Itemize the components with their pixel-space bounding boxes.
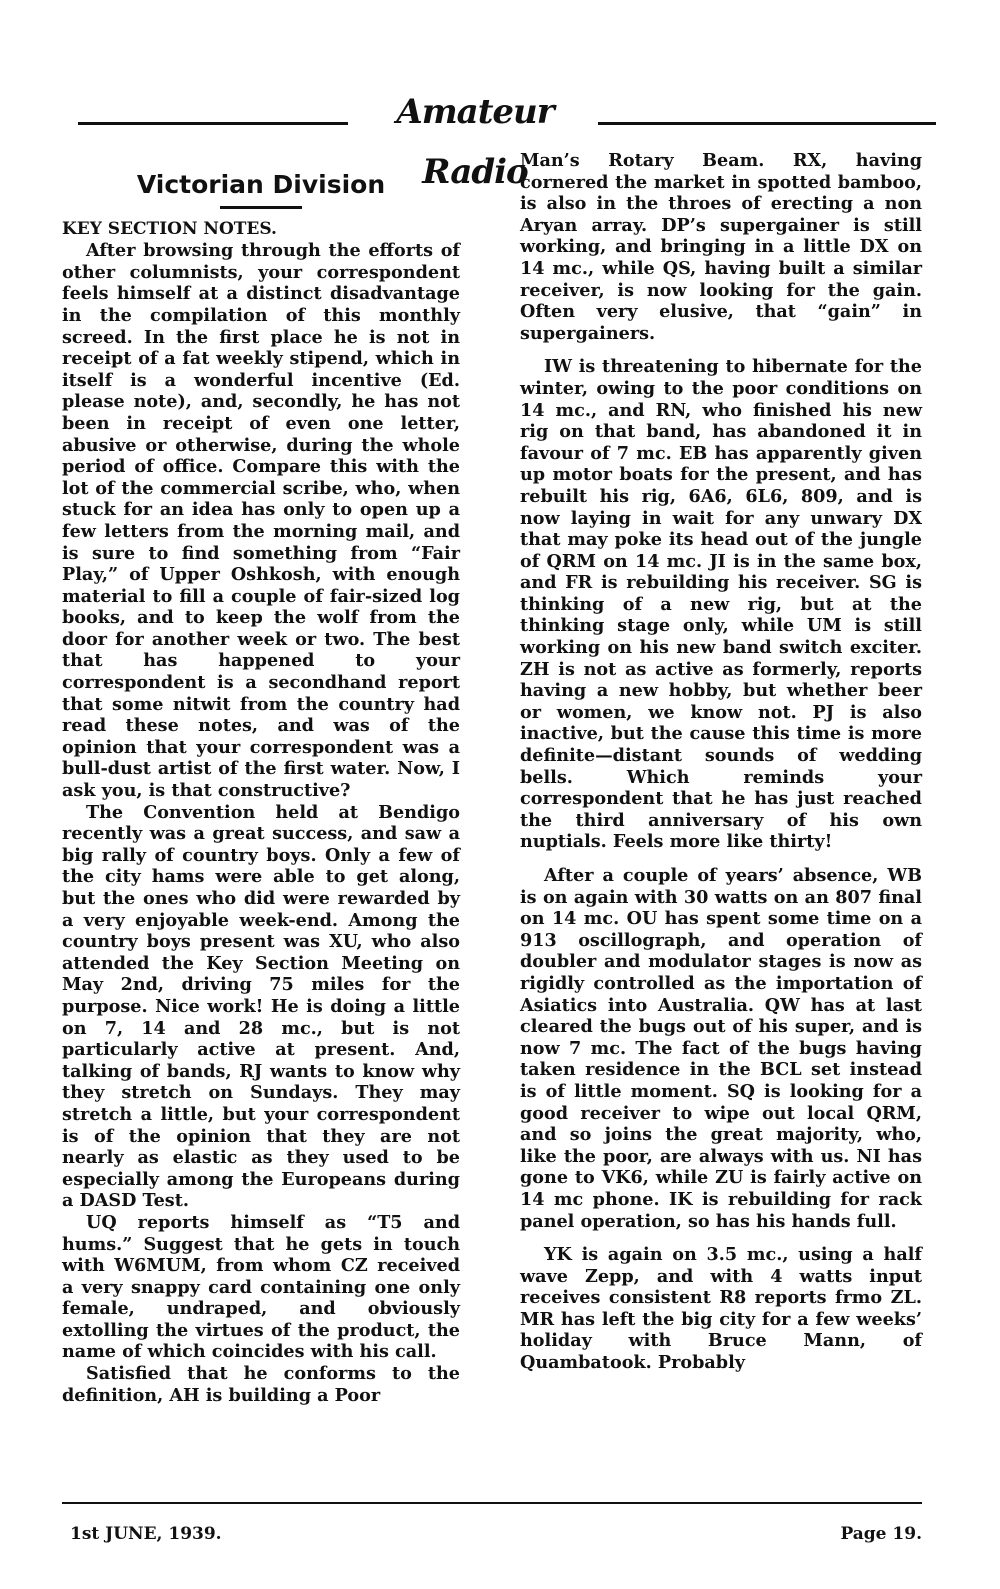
division-title: Victorian Division [136,170,386,199]
section-heading: KEY SECTION NOTES. [62,218,277,239]
masthead-rule-left [78,122,348,125]
paragraph: After a couple of years’ absence, WB is on again with 30 watts on an 807 final on 14 mc. OU has spent some time on a 913 oscillograph, and operation of doubler and modulator stages is now as rigidly controlled as the importation of Asiatics into Australia. QW has at last cleared the bugs out of his super, and is now 7 mc. The fact of the bugs having taken residence in the BCL set instead is of little moment. SQ is looking for a good receiver to wipe out local QRM, and so joins the great majority, who, like the poor, are always with us. NI has gone to VK6, while ZU is fairly active on 14 mc phone. IK is rebuilding for rack panel operation, so has his hands full. [520,865,922,1232]
masthead-rule-right [598,122,936,125]
paragraph: UQ reports himself as “T5 and hums.” Suggest that he gets in touch with W6MUM, from whom CZ received a very snappy card containing one only female, undraped, and obviously extolling the virtues of the product, the name of which coincides with his call. [62,1211,460,1363]
footer-rule [62,1502,922,1504]
paragraph: YK is again on 3.5 mc., using a half wave Zepp, and with 4 watts input receives consistent R8 reports frmo ZL. MR has left the big city for a few weeks’ holiday with Bruce Mann, of Quambatook. Probably [520,1244,922,1374]
paragraph: IW is threatening to hibernate for the winter, owing to the poor conditions on 14 mc., and RN, who finished his new rig on that band, has abandoned it in favour of 7 mc. EB has apparently given up motor boats for the present, and has rebuilt his rig, 6A6, 6L6, 809, and is now laying in wait for any unwary DX that may poke its head out of the jungle of QRM on 14 mc. JI is in the same box, and FR is rebuilding his receiver. SG is thinking of a new rig, but at the thinking stage only, while UM is still working on his new band switch exciter. ZH is not as active as formerly, reports having a new hobby, but whether beer or women, we know not. PJ is also inactive, but the cause this time is more definite—distant sounds of wedding bells. Which reminds your correspondent that he has just reached the third anniversary of his own nuptials. Feels more like thirty! [520,356,922,853]
page-number: Page 19. [840,1524,922,1544]
issue-date: 1st JUNE, 1939. [70,1524,222,1544]
paragraph: Man’s Rotary Beam. RX, having cornered the market in spotted bamboo, is also in the throes of erecting a non Aryan array. DP’s supergainer is still working, and bringing in a little DX on 14 mc., while QS, having built a similar receiver, is now looking for the gain. Often very elusive, that “gain” in supergainers. [520,150,922,344]
right-column [520,150,922,1374]
paragraph: The Convention held at Bendigo recently was a great success, and saw a big rally of country boys. Only a few of the city hams were able to get along, but the ones who did were rewarded by a very enjoyable week-end. Among the country boys present was XU, who also attended the Key Section Meeting on May 2nd, driving 75 miles for the purpose. Nice work! He is doing a little on 7, 14 and 28 mc., but is not particularly active at present. And, talking of bands, RJ wants to know why they stretch on Sundays. They may stretch a little, but your correspondent is of the opinion that they are not nearly as elastic as they used to be especially among the Europeans during a DASD Test. [62,801,460,1212]
paragraph: Satisfied that he conforms to the definition, AH is building a Poor [62,1363,460,1406]
left-column [62,150,460,1406]
amateur-radio-logo: Amateur Radio [396,92,554,192]
paragraph: After browsing through the efforts of other columnists, your correspondent feels himself at a distinct disadvantage in the compilation of this monthly screed. In the first place he is not in receipt of a fat weekly stipend, which in itself is a wonderful incentive (Ed. please note), and, secondly, he has not been in receipt of even one letter, abusive or otherwise, during the whole period of office. Compare this with the lot of the commercial scribe, who, when stuck for an idea has only to open up a few letters from the morning mail, and is sure to find something from “Fair Play,” of Upper Oshkosh, with enough material to fill a couple of fair-sized log books, and to keep the wolf from the door for another week or two. The best that has happened to your correspondent is a secondhand report that some nitwit from the country had read these notes, and was of the opinion that your correspondent was a bull-dust artist of the first water. Now, I ask you, is that constructive? [62,240,460,802]
title-rule [220,206,302,209]
